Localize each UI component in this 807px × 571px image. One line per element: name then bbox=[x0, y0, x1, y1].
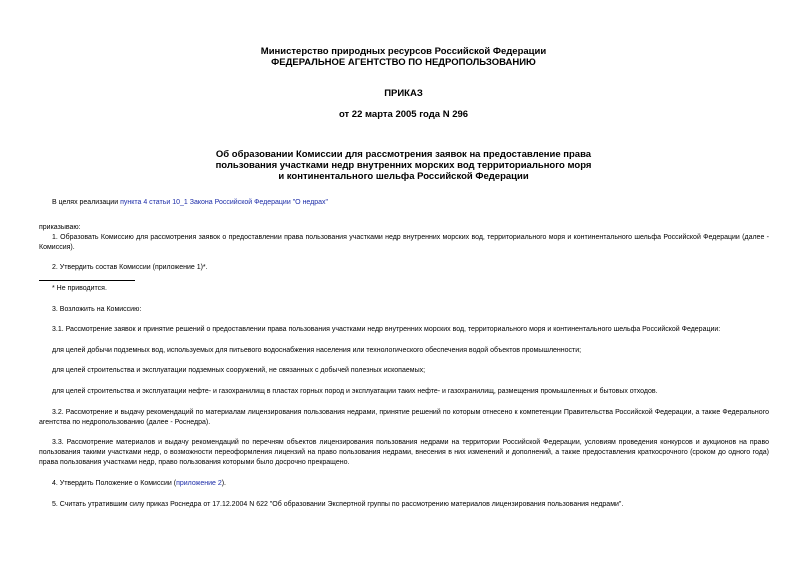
document-date-number: от 22 марта 2005 года N 296 bbox=[338, 109, 469, 120]
paragraph-4-prefix: 4. Утвердить Положение о Комиссии ( bbox=[52, 480, 177, 487]
paragraph-3-3: 3.3. Рассмотрение материалов и выдачу рекомендаций по перечням объектов лицензирования пользования недрами на территории Российской Федерации, условиям проведения конкурсов и аукционов на право пользования такими участками недр, о возможности переоформления лицензий на право пользования недрами, внесения в них изменений и дополнений, а также предоставления краткосрочного (сроком до одного года) права пользования участками недр, право пользования которыми было досрочно прекращено. bbox=[39, 439, 769, 466]
footnote-divider bbox=[39, 280, 135, 281]
agency-name: ФЕДЕРАЛЬНОЕ АГЕНТСТВО ПО НЕДРОПОЛЬЗОВАНИЮ bbox=[271, 57, 536, 68]
appendix-2-link[interactable]: приложение 2 bbox=[176, 480, 222, 487]
orders-word: приказываю: bbox=[39, 224, 81, 231]
paragraph-3-1-b: для целей строительства и эксплуатации подземных сооружений, не связанных с добычей полезных ископаемых; bbox=[52, 367, 426, 374]
ministry-name: Министерство природных ресурсов Российской Федерации bbox=[260, 46, 547, 57]
paragraph-3-2: 3.2. Рассмотрение и выдачу рекомендаций по материалам лицензирования пользования недрами, принятие решений по которым отнесено к компетенции Правительства Российской Федерации, а также Федерального агентства по недропользованию (далее - Роснедра). bbox=[39, 409, 769, 426]
paragraph-3-1-a: для целей добычи подземных вод, используемых для питьевого водоснабжения населения или технологического обеспечения водой объектов промышленности; bbox=[52, 347, 582, 354]
title-line-1: Об образовании Комиссии для рассмотрения заявок на предоставление права bbox=[215, 149, 592, 160]
paragraph-5: 5. Считать утратившим силу приказ Роснедра от 17.12.2004 N 622 "Об образовании Экспертной группы по рассмотрению материалов лицензирования пользования недрами". bbox=[52, 501, 624, 508]
paragraph-2: 2. Утвердить состав Комиссии (приложение 1)*. bbox=[52, 264, 208, 271]
paragraph-3: 3. Возложить на Комиссию: bbox=[52, 306, 142, 313]
title-line-2: пользования участками недр внутренних морских вод территориального моря bbox=[215, 160, 592, 171]
paragraph-1: 1. Образовать Комиссию для рассмотрения заявок о предоставлении права пользования участками недр внутренних морских вод, территориального моря и континентального шельфа Российской Федерации (далее - Комиссия). bbox=[39, 234, 769, 251]
law-reference-link[interactable]: пункта 4 статьи 10_1 Закона Российской Федерации "О недрах" bbox=[120, 199, 329, 206]
paragraph-4 bbox=[52, 479, 226, 489]
paragraph-4-suffix: ). bbox=[221, 480, 226, 487]
footnote: * Не приводится. bbox=[52, 285, 107, 292]
intro-prefix: В целях реализации bbox=[52, 199, 121, 206]
title-line-3: и континентального шельфа Российской Федерации bbox=[278, 171, 529, 182]
paragraph-3-1: 3.1. Рассмотрение заявок и принятие решений о предоставлении права пользования участками недр внутренних морских вод, территориального моря и континентального шельфа Российской Федерации: bbox=[52, 326, 721, 333]
paragraph-3-1-c: для целей строительства и эксплуатации нефте- и газохранилищ в пластах горных пород и эксплуатации таких нефте- и газохранилищ, размещения промышленных и бытовых отходов. bbox=[52, 388, 658, 395]
intro-paragraph bbox=[52, 198, 328, 208]
document-type: ПРИКАЗ bbox=[384, 88, 423, 99]
